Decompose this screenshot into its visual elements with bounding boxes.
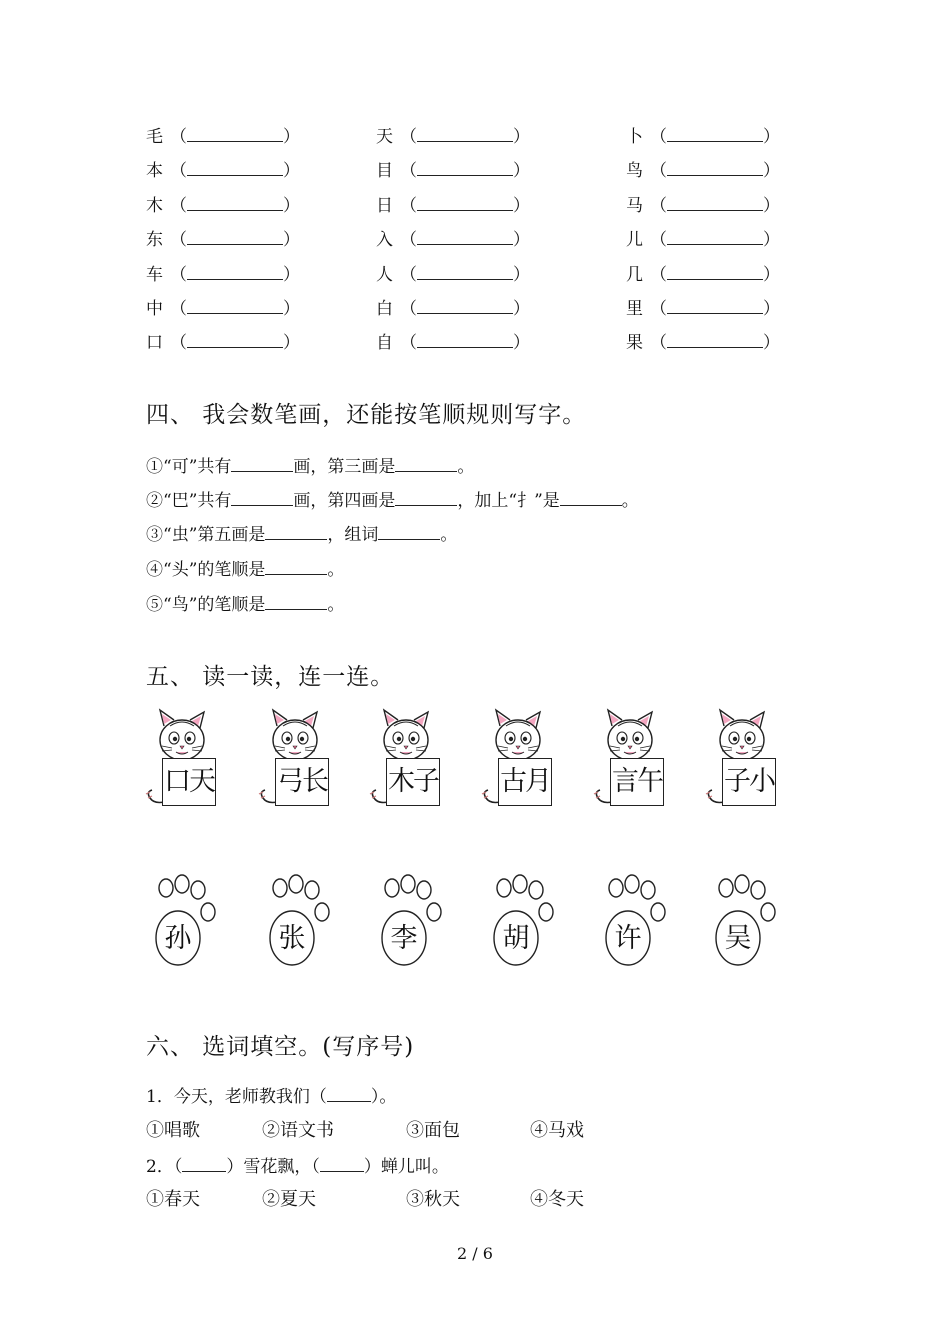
- close-paren: ）: [763, 161, 780, 182]
- close-paren: ）: [283, 195, 300, 216]
- card-text: 古月: [498, 758, 552, 806]
- grid-char: 儿: [626, 230, 643, 251]
- q2-prefix: 2．（: [146, 1157, 183, 1177]
- grid-entry: [626, 328, 780, 353]
- open-paren: （: [650, 230, 667, 251]
- answer-blank[interactable]: [187, 230, 283, 245]
- grid-entry: [146, 122, 300, 147]
- grid-char: 本: [146, 161, 163, 182]
- question-text: ④“头”的笔顺是: [146, 560, 266, 580]
- stroke-question: [146, 555, 344, 580]
- question-text: ，加上“扌”是: [457, 491, 560, 511]
- cat-card[interactable]: [255, 706, 345, 816]
- close-paren: ）: [763, 264, 780, 285]
- card-text: 言午: [610, 758, 664, 806]
- close-paren: ）: [513, 333, 530, 354]
- grid-entry: [376, 122, 530, 147]
- grid-char: 天: [376, 127, 393, 147]
- paw-char: 孙: [164, 923, 192, 954]
- open-paren: （: [650, 161, 667, 182]
- grid-entry: [146, 328, 300, 353]
- open-paren: （: [170, 299, 187, 319]
- answer-blank[interactable]: [187, 265, 283, 280]
- grid-char: 果: [626, 333, 643, 354]
- paw-print[interactable]: [378, 876, 448, 976]
- close-paren: ）: [283, 230, 300, 251]
- answer-blank[interactable]: [187, 161, 283, 176]
- open-paren: （: [650, 299, 667, 319]
- answer-blank[interactable]: [417, 265, 513, 280]
- close-paren: ）: [763, 230, 780, 251]
- close-paren: ）: [283, 333, 300, 354]
- answer-blank[interactable]: [395, 491, 457, 506]
- open-paren: （: [400, 127, 417, 147]
- cat-card[interactable]: [590, 706, 680, 816]
- answer-blank[interactable]: [231, 491, 293, 506]
- paw-print[interactable]: [602, 876, 672, 976]
- grid-entry: [376, 225, 530, 250]
- grid-char: 人: [376, 264, 393, 285]
- grid-entry: [146, 294, 300, 319]
- grid-char: 几: [626, 264, 643, 285]
- paw-char: 张: [278, 923, 306, 954]
- close-paren: ）: [763, 195, 780, 216]
- q1-blank[interactable]: [327, 1087, 371, 1102]
- grid-char: 木: [146, 195, 163, 216]
- grid-entry: [376, 294, 530, 319]
- answer-blank[interactable]: [667, 196, 763, 211]
- answer-blank[interactable]: [417, 161, 513, 176]
- open-paren: （: [400, 299, 417, 319]
- stroke-question: [146, 452, 474, 477]
- section-5-title: 五、 读一读，连一连。: [146, 664, 395, 690]
- close-paren: ）: [513, 161, 530, 182]
- paw-print[interactable]: [266, 876, 336, 976]
- answer-blank[interactable]: [187, 333, 283, 348]
- grid-entry: [146, 260, 300, 285]
- answer-blank[interactable]: [667, 265, 763, 280]
- grid-char: 里: [626, 299, 643, 319]
- stroke-question: [146, 486, 639, 511]
- close-paren: ）: [763, 299, 780, 319]
- answer-blank[interactable]: [378, 525, 440, 540]
- grid-char: 鸟: [626, 161, 643, 182]
- grid-char: 毛: [146, 127, 163, 147]
- question-text: ⑤“鸟”的笔顺是: [146, 595, 266, 615]
- question-text: ①“可”共有: [146, 457, 232, 477]
- answer-blank[interactable]: [667, 333, 763, 348]
- open-paren: （: [650, 264, 667, 285]
- open-paren: （: [170, 264, 187, 285]
- card-text: 口天: [162, 758, 216, 806]
- open-paren: （: [400, 333, 417, 354]
- answer-blank[interactable]: [667, 127, 763, 142]
- q2-blank-1[interactable]: [182, 1157, 226, 1172]
- grid-char: 日: [376, 195, 393, 216]
- grid-entry: [146, 191, 300, 216]
- answer-blank[interactable]: [667, 161, 763, 176]
- open-paren: （: [400, 195, 417, 216]
- open-paren: （: [170, 333, 187, 354]
- choice-option[interactable]: ②语文书: [262, 1120, 334, 1141]
- answer-blank[interactable]: [417, 127, 513, 142]
- open-paren: （: [650, 333, 667, 354]
- open-paren: （: [170, 161, 187, 182]
- card-text: 弓长: [275, 758, 329, 806]
- paw-print[interactable]: [712, 876, 782, 976]
- answer-blank[interactable]: [417, 196, 513, 211]
- close-paren: ）: [763, 333, 780, 354]
- open-paren: （: [170, 127, 187, 147]
- grid-char: 自: [376, 333, 393, 354]
- question-text: 。: [327, 595, 345, 615]
- paw-char: 许: [614, 923, 642, 954]
- q1-suffix: ）。: [370, 1087, 397, 1107]
- grid-entry: [376, 260, 530, 285]
- grid-entry: [626, 191, 780, 216]
- choice-option[interactable]: ①春天: [146, 1189, 200, 1210]
- question-text: ③“虫”第五画是: [146, 525, 266, 545]
- answer-blank[interactable]: [417, 230, 513, 245]
- cat-card[interactable]: [478, 706, 568, 816]
- open-paren: （: [170, 195, 187, 216]
- card-text: 木子: [386, 758, 440, 806]
- grid-entry: [146, 225, 300, 250]
- close-paren: ）: [283, 127, 300, 147]
- grid-entry: [626, 225, 780, 250]
- question-text: 。: [621, 491, 639, 511]
- answer-blank[interactable]: [417, 299, 513, 314]
- grid-char: 卜: [626, 127, 643, 147]
- choice-option[interactable]: ④冬天: [530, 1189, 584, 1210]
- cat-card[interactable]: [702, 706, 792, 816]
- grid-entry: [626, 156, 780, 181]
- close-paren: ）: [513, 230, 530, 251]
- paw-char: 胡: [502, 923, 530, 954]
- q2-suffix: ）蝉儿叫。: [363, 1157, 449, 1177]
- choice-option[interactable]: ②夏天: [262, 1189, 316, 1210]
- close-paren: ）: [513, 195, 530, 216]
- section-4-title: 四、 我会数笔画，还能按笔顺规则写字。: [146, 402, 587, 428]
- cat-card[interactable]: [142, 706, 232, 816]
- answer-blank[interactable]: [667, 299, 763, 314]
- grid-char: 东: [146, 230, 163, 251]
- stroke-question: [146, 520, 457, 545]
- choice-option[interactable]: ④马戏: [530, 1120, 584, 1141]
- grid-char: 马: [626, 195, 643, 216]
- card-text: 子小: [722, 758, 776, 806]
- grid-entry: [376, 156, 530, 181]
- close-paren: ）: [763, 127, 780, 147]
- page-number: 2 / 6: [457, 1244, 493, 1263]
- open-paren: （: [650, 195, 667, 216]
- q2-middle: ）雪花飘，（: [226, 1157, 320, 1177]
- question-text: 。: [440, 525, 458, 545]
- q1-line: [146, 1082, 396, 1107]
- answer-blank[interactable]: [187, 127, 283, 142]
- grid-char: 目: [376, 161, 393, 182]
- close-paren: ）: [513, 264, 530, 285]
- question-text: 。: [327, 560, 345, 580]
- grid-entry: [626, 294, 780, 319]
- paw-print[interactable]: [152, 876, 222, 976]
- open-paren: （: [400, 161, 417, 182]
- question-text: 画，第三画是: [293, 457, 396, 477]
- answer-blank[interactable]: [187, 196, 283, 211]
- choice-option[interactable]: ③面包: [406, 1120, 460, 1141]
- answer-blank[interactable]: [560, 491, 622, 506]
- grid-entry: [376, 191, 530, 216]
- paw-print[interactable]: [490, 876, 560, 976]
- question-text: 画，第四画是: [293, 491, 396, 511]
- answer-blank[interactable]: [667, 230, 763, 245]
- q2-blank-2[interactable]: [320, 1157, 364, 1172]
- answer-blank[interactable]: [265, 525, 327, 540]
- paw-char: 李: [390, 923, 418, 954]
- close-paren: ）: [283, 299, 300, 319]
- grid-entry: [376, 328, 530, 353]
- answer-blank[interactable]: [231, 457, 293, 472]
- paw-char: 吴: [724, 923, 752, 954]
- close-paren: ）: [283, 264, 300, 285]
- question-text: ，组词: [327, 525, 379, 545]
- grid-char: 口: [146, 333, 163, 354]
- answer-blank[interactable]: [187, 299, 283, 314]
- close-paren: ）: [513, 299, 530, 319]
- grid-char: 中: [146, 299, 163, 319]
- grid-entry: [626, 260, 780, 285]
- section-6-title: 六、 选词填空。(写序号): [146, 1034, 415, 1060]
- open-paren: （: [650, 127, 667, 147]
- grid-entry: [626, 122, 780, 147]
- open-paren: （: [400, 230, 417, 251]
- q1-prefix: 1．今天，老师教我们（: [146, 1087, 327, 1107]
- close-paren: ）: [513, 127, 530, 147]
- answer-blank[interactable]: [395, 457, 457, 472]
- open-paren: （: [400, 264, 417, 285]
- grid-char: 车: [146, 264, 163, 285]
- question-text: ②“巴”共有: [146, 491, 232, 511]
- answer-blank[interactable]: [265, 560, 327, 575]
- grid-char: 入: [376, 230, 393, 251]
- answer-blank[interactable]: [265, 595, 327, 610]
- choice-option[interactable]: ③秋天: [406, 1189, 460, 1210]
- cat-card[interactable]: [366, 706, 456, 816]
- close-paren: ）: [283, 161, 300, 182]
- q2-line: [146, 1152, 449, 1177]
- choice-option[interactable]: ①唱歌: [146, 1120, 200, 1141]
- open-paren: （: [170, 230, 187, 251]
- question-text: 。: [457, 457, 475, 477]
- grid-char: 白: [376, 299, 393, 319]
- stroke-question: [146, 590, 344, 615]
- answer-blank[interactable]: [417, 333, 513, 348]
- grid-entry: [146, 156, 300, 181]
